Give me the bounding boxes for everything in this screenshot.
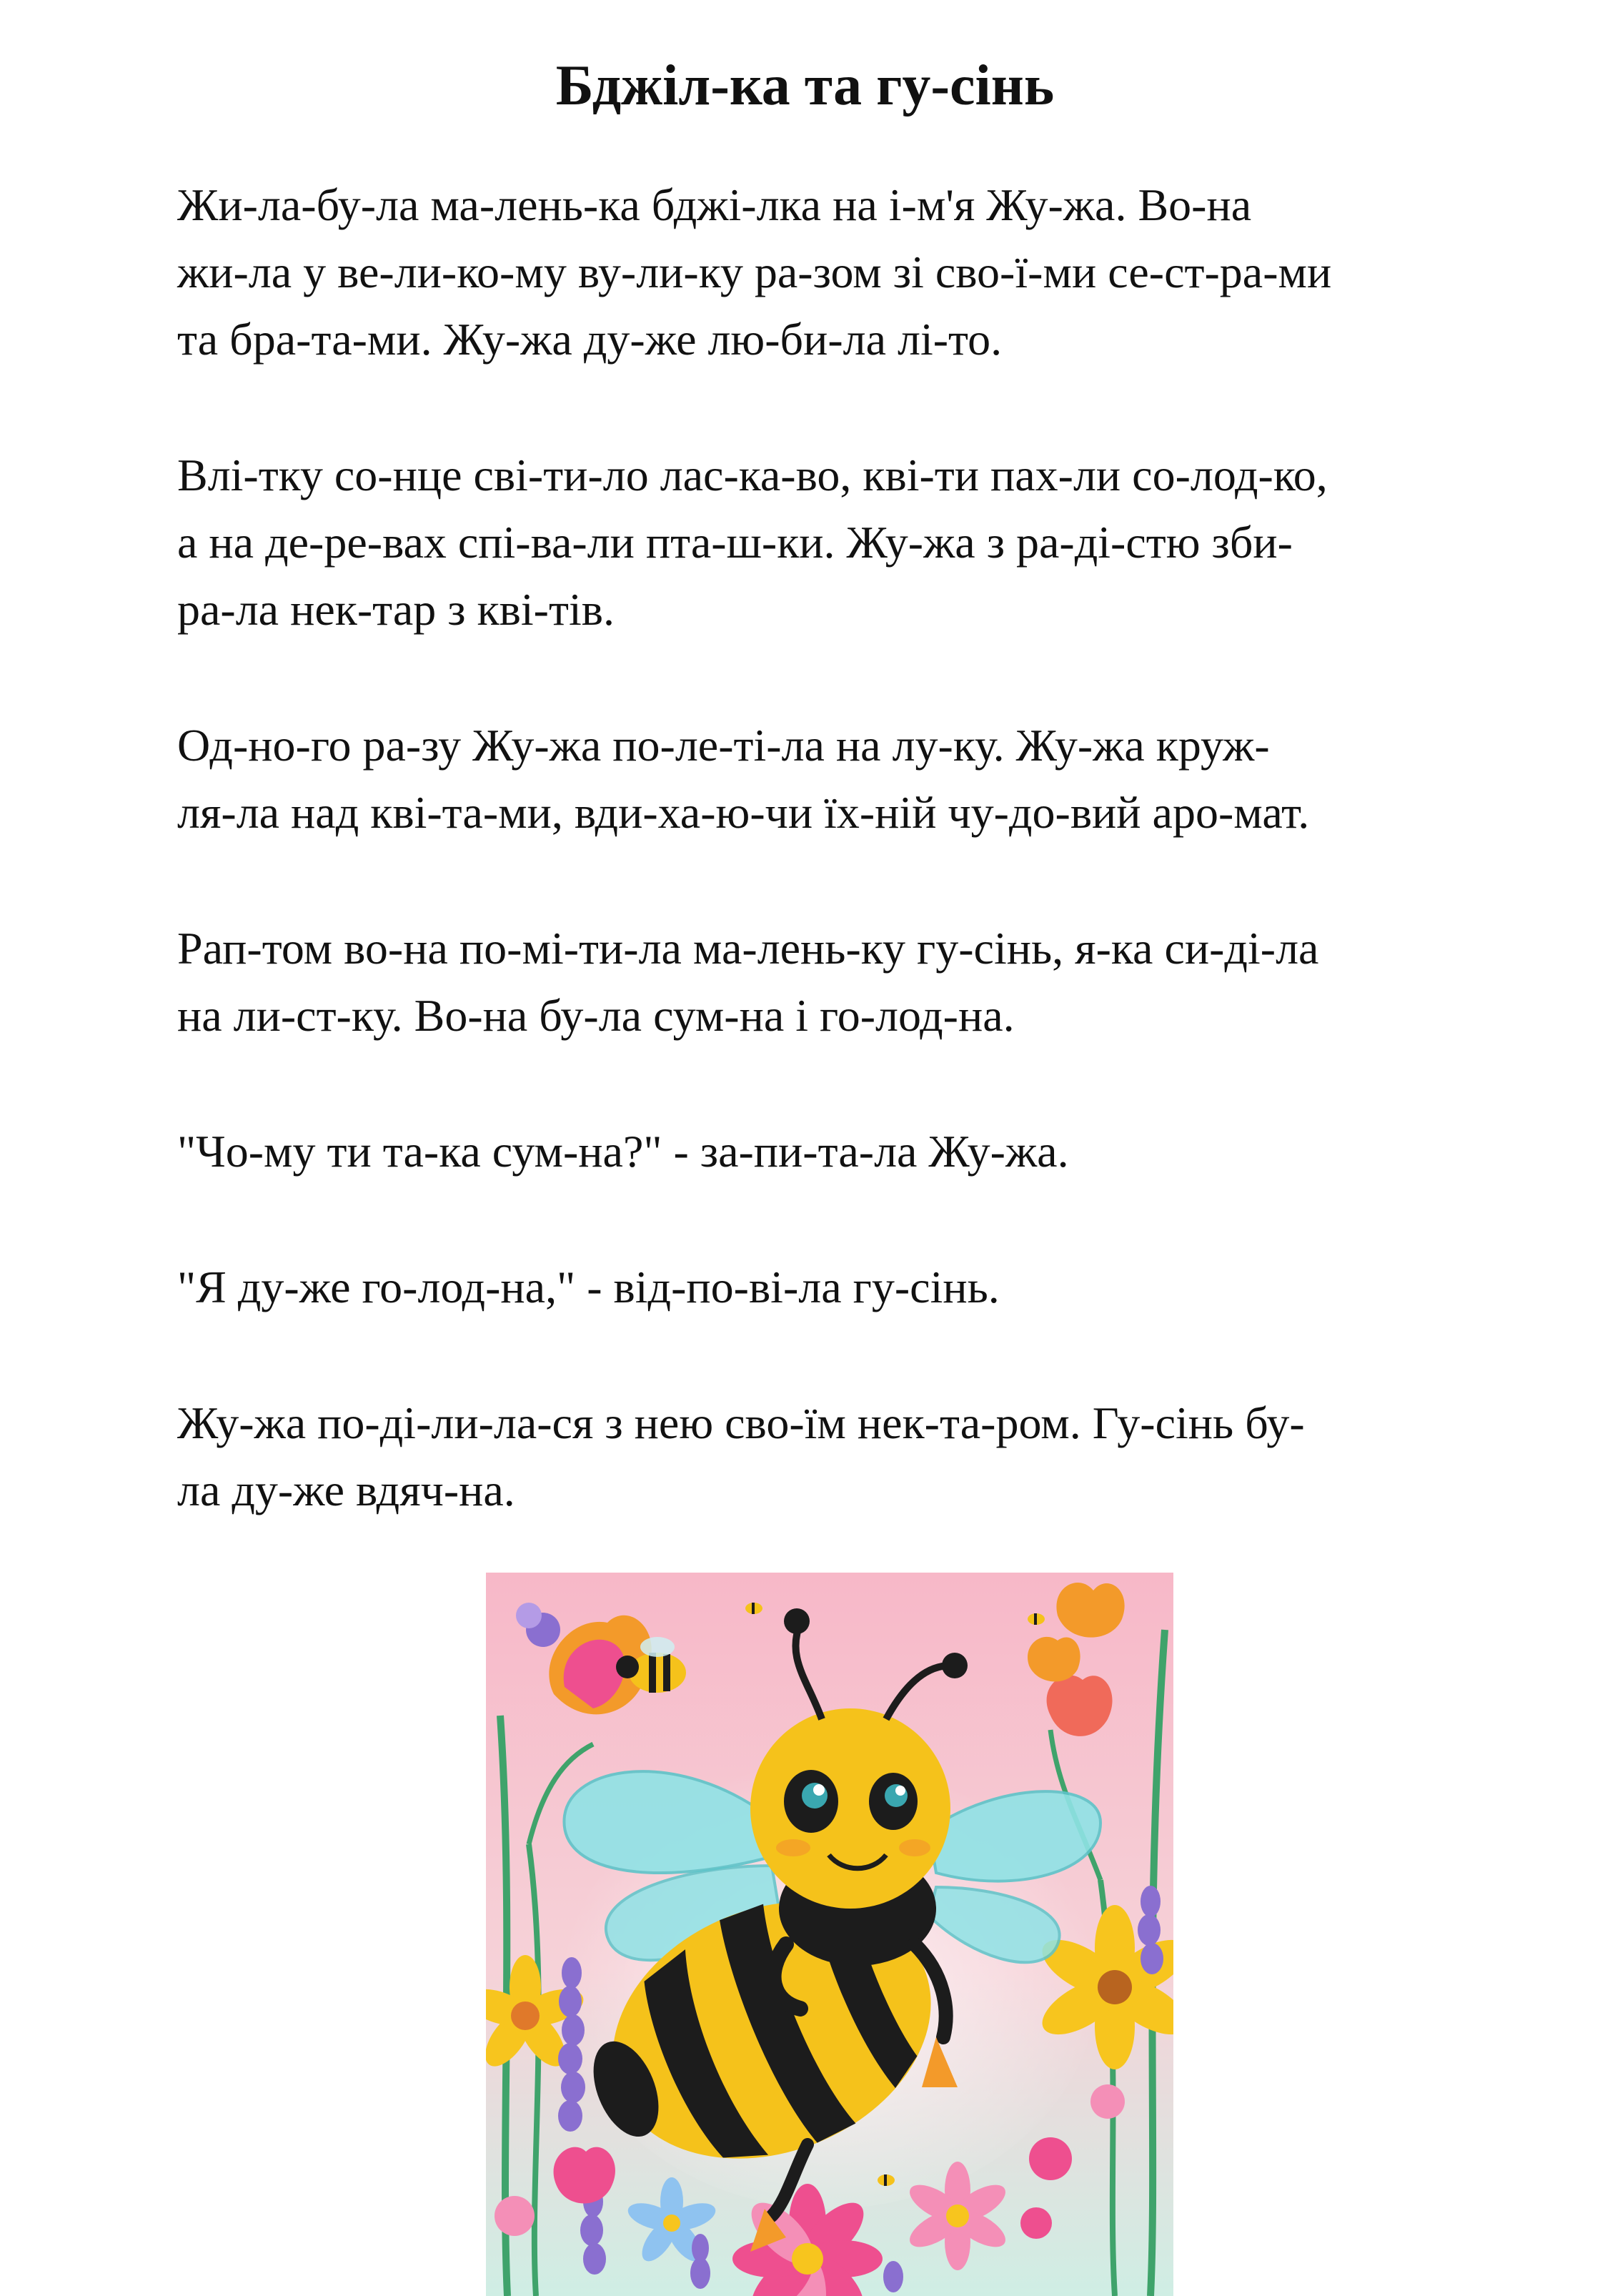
text-line: а на де-ре-вах спі-ва-ли пта-ш-ки. Жу-жа з ра-ді-стю зби- xyxy=(177,517,1293,568)
story-text xyxy=(177,172,1535,1593)
text-line: та бра-та-ми. Жу-жа ду-же лю-би-ла лі-то. xyxy=(177,314,1003,365)
bee-illustration xyxy=(486,1573,1173,2296)
text-line: "Чо-му ти та-ка сум-на?" - за-пи-та-ла Жу-жа. xyxy=(177,1126,1069,1177)
text-line: на ли-ст-ку. Во-на бу-ла сум-на і го-лод-на. xyxy=(177,990,1015,1041)
paragraph-7 xyxy=(177,1390,1535,1524)
story-title: Бджіл-ка та гу-сінь xyxy=(555,54,1055,117)
bee-illustration-svg xyxy=(486,1573,1173,2296)
paragraph-3 xyxy=(177,712,1535,846)
text-line: Жу-жа по-ді-ли-ла-ся з нею сво-їм нек-та-ром. Гу-сінь бу- xyxy=(177,1397,1305,1448)
text-line: Од-но-го ра-зу Жу-жа по-ле-ті-ла на лу-ку. Жу-жа круж- xyxy=(177,720,1270,771)
text-line: жи-ла у ве-ли-ко-му ву-ли-ку ра-зом зі сво-ї-ми се-ст-ра-ми xyxy=(177,247,1332,297)
paragraph-1 xyxy=(177,172,1535,373)
paragraph-6 xyxy=(177,1254,1535,1321)
bee-head xyxy=(750,1708,950,1909)
paragraph-4 xyxy=(177,915,1535,1049)
text-line: ла ду-же вдяч-на. xyxy=(177,1465,515,1515)
text-line: Влі-тку со-нце сві-ти-ло лас-ка-во, кві-ти пах-ли со-лод-ко, xyxy=(177,450,1328,500)
tiny-bee-icon xyxy=(1028,1613,1045,1625)
text-line: Жи-ла-бу-ла ма-лень-ка бджі-лка на і-м'я Жу-жа. Во-на xyxy=(177,179,1252,230)
tiny-bee-icon xyxy=(745,1603,762,1614)
paragraph-5 xyxy=(177,1118,1535,1185)
text-line: ра-ла нек-тар з кві-тів. xyxy=(177,584,615,635)
text-line: Рап-том во-на по-мі-ти-ла ма-лень-ку гу-сінь, я-ка си-ді-ла xyxy=(177,923,1319,974)
tiny-bee-icon xyxy=(878,2174,895,2186)
text-line: "Я ду-же го-лод-на," - від-по-ві-ла гу-сінь. xyxy=(177,1262,1000,1312)
text-line: ля-ла над кві-та-ми, вди-ха-ю-чи їх-ній чу-до-вий аро-мат. xyxy=(177,787,1310,838)
paragraph-2 xyxy=(177,442,1535,643)
